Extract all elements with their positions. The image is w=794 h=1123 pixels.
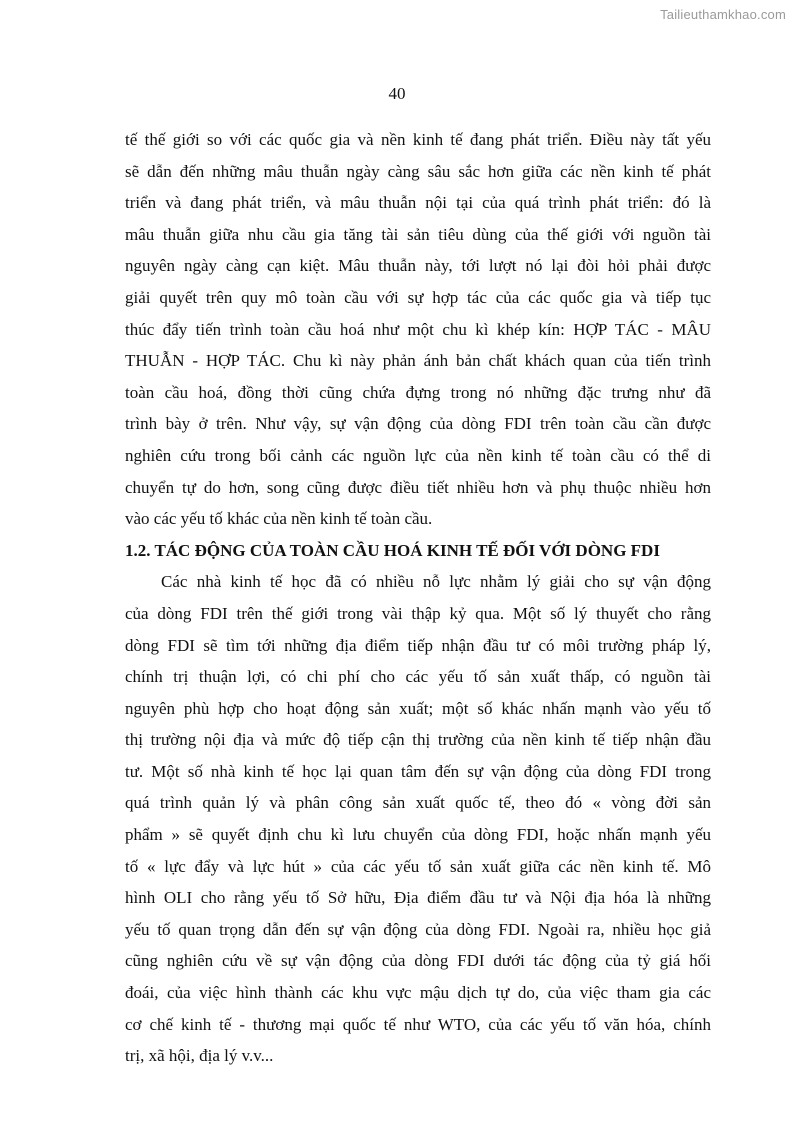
text-line: phẩm » sẽ quyết định chu kì lưu chuyển của dòng FDI, hoặc nhấn mạnh yếu [125, 825, 711, 845]
text-line: thúc đẩy tiến trình toàn cầu hoá như một chu kì khép kín: HỢP TÁC - MÂU [125, 319, 711, 339]
text-line: toàn cầu hoá, đồng thời cũng chứa đựng trong nó những đặc trưng như đã [125, 382, 711, 402]
paragraph-2 [125, 566, 711, 1072]
text-line: đoái, của việc hình thành các khu vực mậu dịch tự do, của việc tham gia các [125, 983, 711, 1003]
text-line: của dòng FDI trên thế giới trong vài thập kỷ qua. Một số lý thuyết cho rằng [125, 603, 711, 623]
paragraph-1 [125, 124, 711, 535]
text-line: cơ chế kinh tế - thương mại quốc tế như WTO, của các yếu tố văn hóa, chính [125, 1014, 711, 1034]
section-heading: 1.2. TÁC ĐỘNG CỦA TOÀN CẦU HOÁ KINH TẾ ĐỐI VỚI DÒNG FDI [125, 540, 660, 560]
document-body [125, 124, 711, 1072]
text-line: vào các yếu tố khác của nền kinh tế toàn cầu. [125, 509, 433, 529]
text-line: dòng FDI sẽ tìm tới những địa điểm tiếp nhận đầu tư có môi trường pháp lý, [125, 635, 711, 655]
text-line: thị trường nội địa và mức độ tiếp cận thị trường của nền kinh tế tiếp nhận đầu [125, 730, 711, 750]
text-line: tố « lực đẩy và lực hút » của các yếu tố sản xuất giữa các nền kinh tế. Mô [125, 856, 711, 876]
text-line: giải quyết trên quy mô toàn cầu với sự hợp tác của các quốc gia và tiếp tục [125, 287, 711, 307]
text-line: sẽ dẫn đến những mâu thuẫn ngày càng sâu sắc hơn giữa các nền kinh tế phát [125, 161, 711, 181]
text-line: quá trình quản lý và phân công sản xuất quốc tế, theo đó « vòng đời sản [125, 793, 711, 813]
text-line: yếu tố quan trọng dẫn đến sự vận động của dòng FDI. Ngoài ra, nhiều học giả [125, 919, 711, 939]
text-line: tế thế giới so với các quốc gia và nền kinh tế đang phát triển. Điều này tất yếu [125, 130, 711, 149]
text-line: trình bày ở trên. Như vậy, sự vận động của dòng FDI trên toàn cầu cần được [125, 414, 711, 434]
page-number: 40 [388, 84, 406, 103]
text-line: nguyên ngày càng cạn kiệt. Mâu thuẫn này, tới lượt nó lại đòi hỏi phải được [125, 256, 711, 276]
text-line: trị, xã hội, địa lý v.v... [125, 1046, 274, 1066]
text-line: THUẪN - HỢP TÁC. Chu kì này phản ánh bản chất khách quan của tiến trình [125, 351, 711, 371]
text-line: tư. Một số nhà kinh tế học lại quan tâm đến sự vận động của dòng FDI trong [125, 761, 711, 781]
text-line: mâu thuẫn giữa nhu cầu gia tăng tài sản tiêu dùng của thế giới với nguồn tài [125, 224, 711, 244]
text-line: cũng nghiên cứu về sự vận động của dòng FDI dưới tác động của tỷ giá hối [125, 951, 711, 971]
text-line: Các nhà kinh tế học đã có nhiều nỗ lực nhằm lý giải cho sự vận động [161, 572, 711, 592]
text-line: hình OLI cho rằng yếu tố Sở hữu, Địa điểm đầu tư và Nội địa hóa là những [125, 888, 711, 908]
text-line: nguyên phù hợp cho hoạt động sản xuất; một số khác nhấn mạnh vào yếu tố [125, 698, 711, 718]
text-line: nghiên cứu trong bối cảnh các nguồn lực của nền kinh tế toàn cầu có thể di [125, 445, 711, 465]
watermark-text: Tailieuthamkhao.com [660, 7, 786, 22]
text-line: triển và đang phát triển, và mâu thuẫn nội tại của quá trình phát triển: đó là [125, 193, 711, 213]
text-line: chuyển tự do hơn, song cũng được điều tiết nhiều hơn và phụ thuộc nhiều hơn [125, 477, 711, 497]
text-line: chính trị thuận lợi, có chi phí cho các yếu tố sản xuất thấp, có nguồn tài [125, 667, 711, 687]
